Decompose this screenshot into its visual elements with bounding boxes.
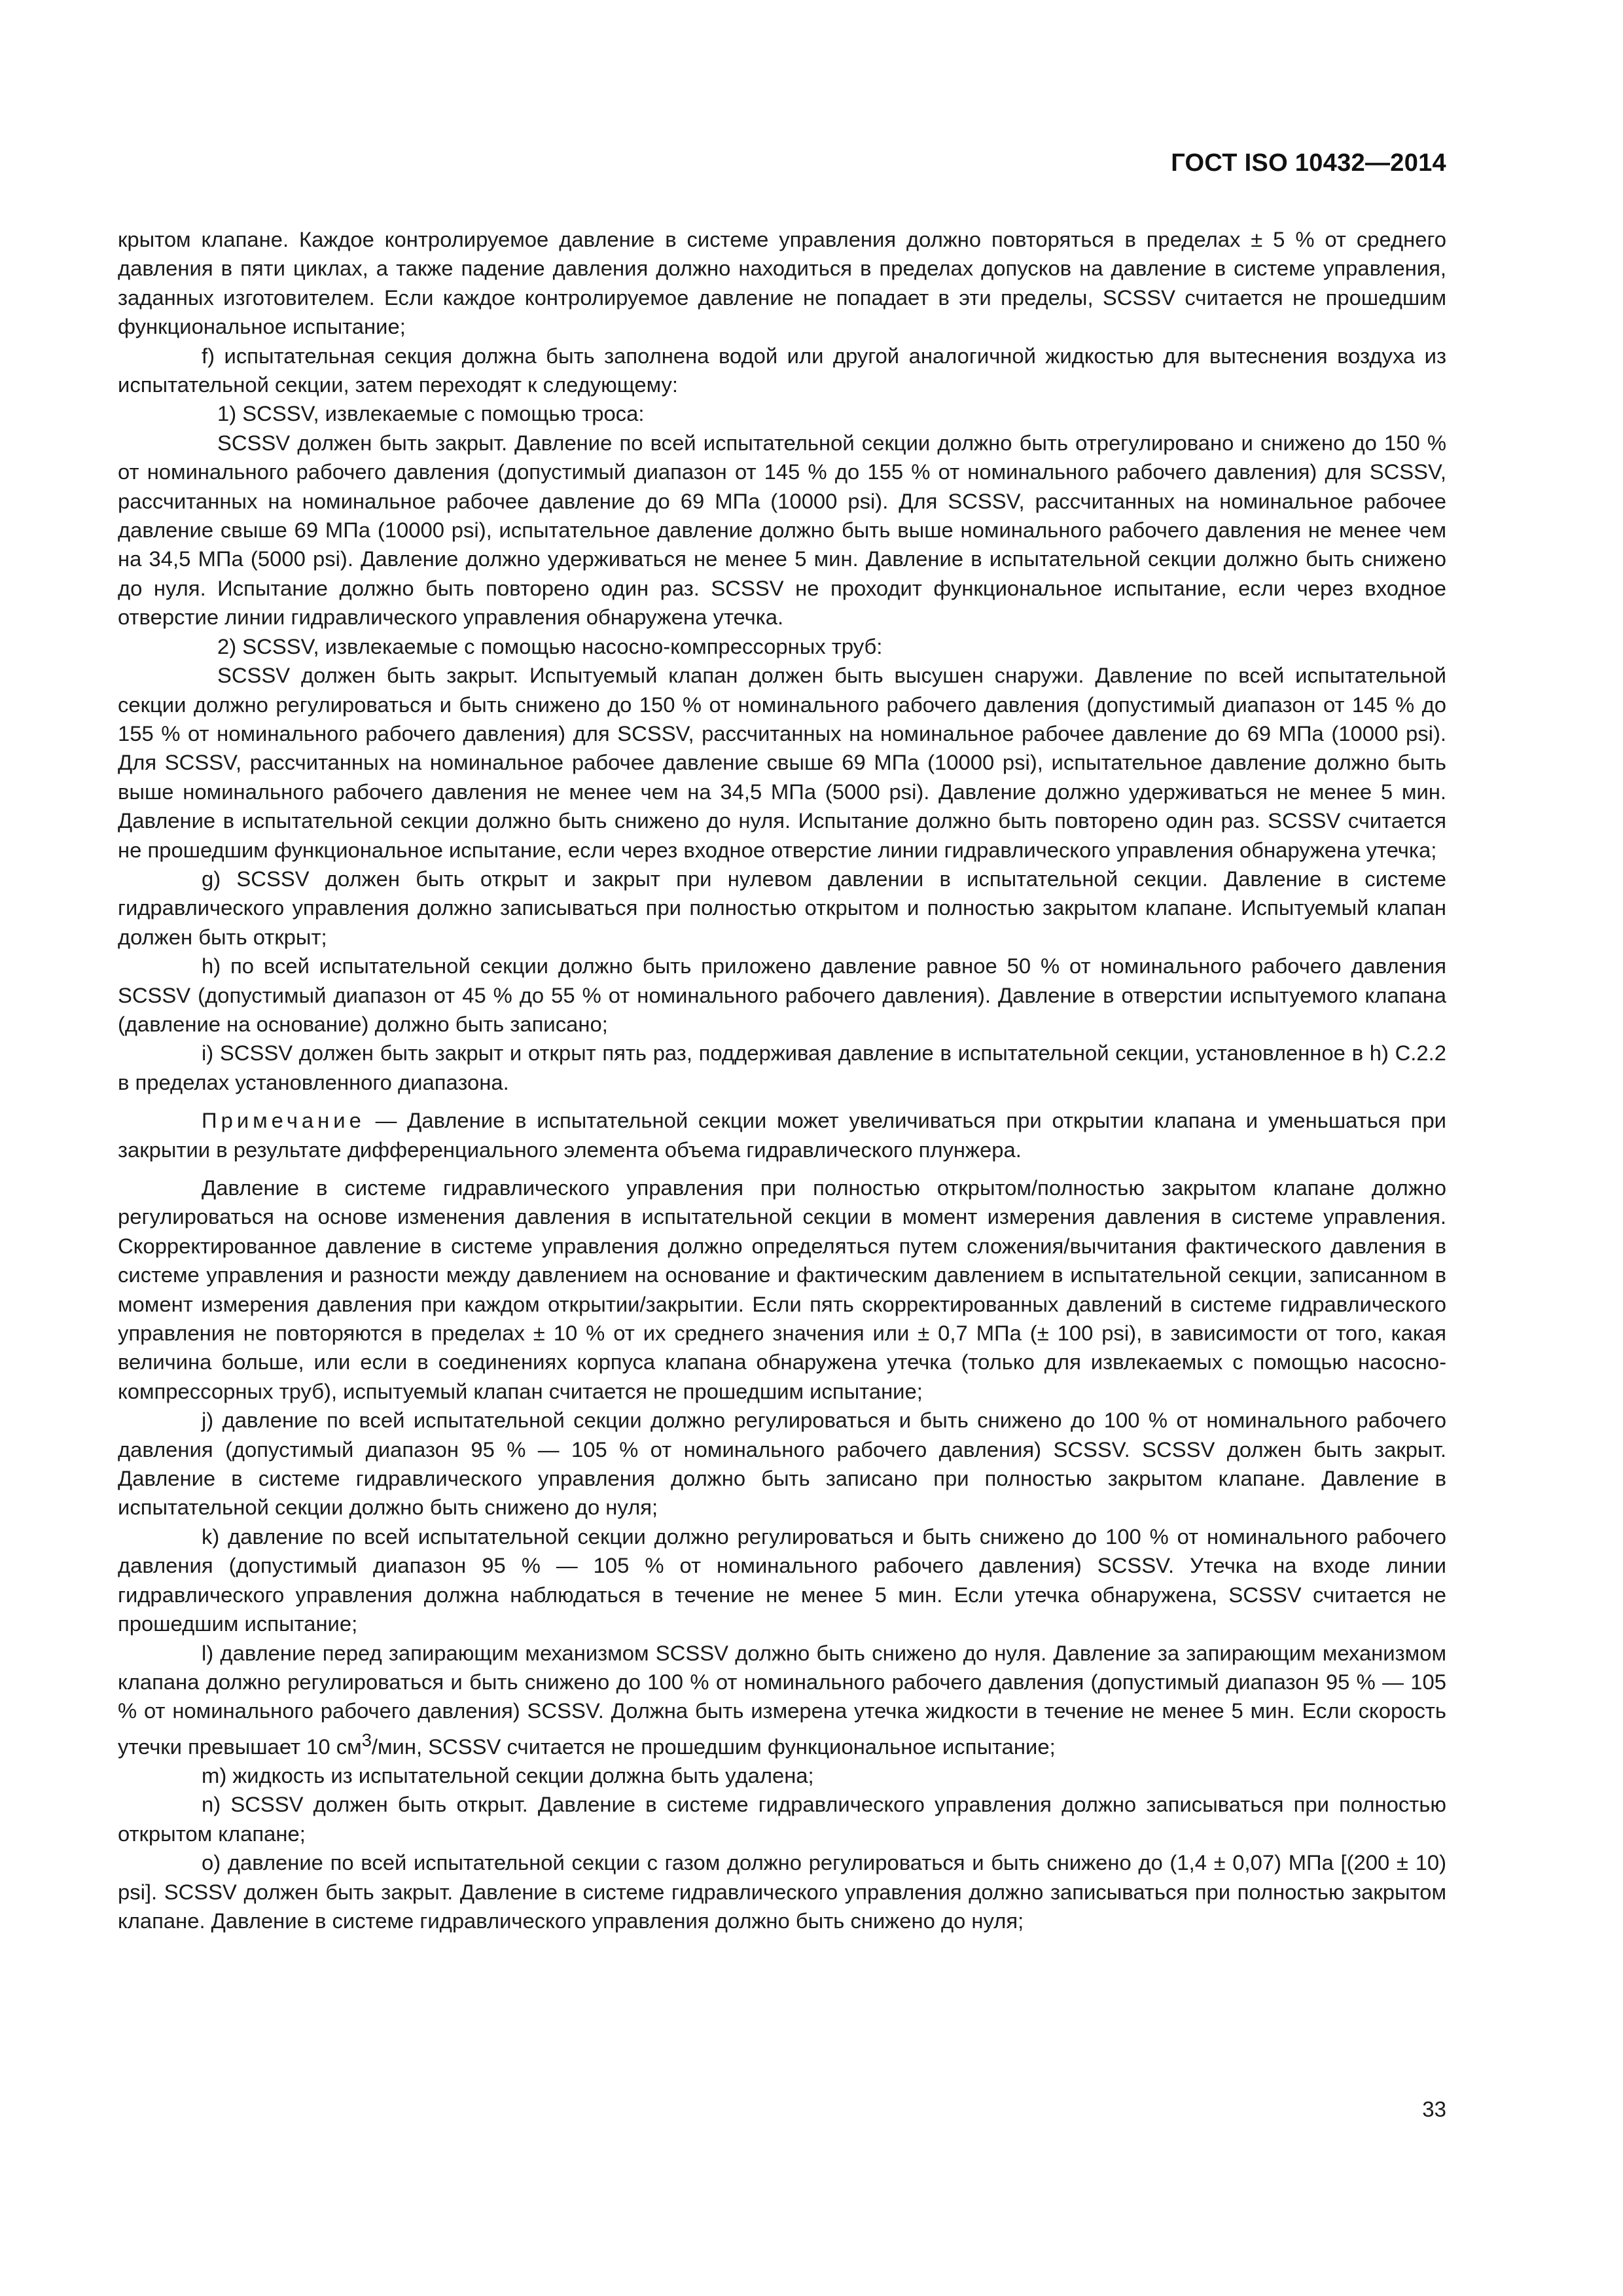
paragraph-item-l: [118, 1639, 1446, 1762]
paragraph-item-i: i) SCSSV должен быть закрыт и открыт пять раз, поддерживая давление в испытательной секции, установленное в h) С.2.2 в пределах установленного диапазона.: [118, 1041, 1446, 1094]
paragraph-item-k: k) давление по всей испытательной секции должно регулироваться и быть снижено до 100 % от номинального рабочего давления (допустимый диапазон 95 % — 105 % от номинального рабочего давления) SCSSV. Утечка на входе линии гидравлического управления должна наблюдаться в течение не менее 5 мин. Если утечка обнаружена, SCSSV считается не прошедшим испытание;: [118, 1524, 1446, 1636]
paragraph-item-h: h) по всей испытательной секции должно быть приложено давление равное 50 % от номинального рабочего давления SCSSV (допустимый диапазон от 45 % до 55 % от номинального рабочего давления). Давление в отверстии испытуемого клапана (давление на основание) должно быть записано;: [118, 954, 1446, 1036]
paragraph-item-j: j) давление по всей испытательной секции должно регулироваться и быть снижено до 100 % от номинального рабочего давления (допустимый диапазон 95 % — 105 % от номинального рабочего давления) SCSSV. SCSSV должен быть закрыт. Давление в системе гидравлического управления должно быть записано при полностью закрытом клапане. Давление в испытательной секции должно быть снижено до нуля;: [118, 1408, 1446, 1520]
note-paragraph: [118, 1106, 1446, 1164]
paragraph-item-o: o) давление по всей испытательной секции с газом должно регулироваться и быть снижено до (1,4 ± 0,07) МПа [(200 ± 10) psi]. SCSSV должен быть закрыт. Давление в системе гидравлического управления должно записываться при полностью закрытом клапане. Давление в системе гидравлического управления должно быть снижено до нуля;: [118, 1850, 1446, 1933]
paragraph-item-m: m) жидкость из испытательной секции должна быть удалена;: [202, 1763, 814, 1788]
paragraph-subitem-1: 1) SCSSV, извлекаемые с помощью троса:: [217, 401, 645, 426]
note-text: — Давление в испытательной секции может увеличиваться при открытии клапана и уменьшаться при закрытии в результате дифференциального элемента объема гидравлического плунжера.: [118, 1108, 1446, 1162]
note-label: Примечание: [202, 1108, 365, 1133]
document-header: ГОСТ ISO 10432—2014: [1171, 149, 1446, 177]
paragraph-item-l-tail: /мин, SCSSV считается не прошедшим функциональное испытание;: [371, 1734, 1056, 1759]
paragraph-pressure-correction: Давление в системе гидравлического управления при полностью открытом/полностью закрытом клапане должно регулироваться на основе изменения давления в испытательной секции в момент измерения давления в системе управления. Скорректированное давление в системе управления должно определяться путем сложения/вычитания фактического давления в системе управления и разности между давлением на основание и фактическим давлением в испытательной секции, записанном в момент измерения давления при каждом открытии/закрытии. Если пять скорректированных давлений в системе гидравлического управления не повторяются в пределах ± 10 % от их среднего значения или ± 0,7 МПа (± 100 psi), в зависимости от того, какая величина больше, или если в соединениях корпуса клапана обнаружена утечка (только для извлекаемых с помощью насосно-компрессорных труб), испытуемый клапан считается не прошедшим испытание;: [118, 1175, 1446, 1403]
paragraph-item-l-text: l) давление перед запирающим механизмом SCSSV должно быть снижено до нуля. Давление за запирающим механизмом клапана должно регулироваться и быть снижено до 100 % от номинального рабочего давления (допустимый диапазон 95 % — 105 % от номинального рабочего давления) SCSSV. Должна быть измерена утечка жидкости в течение не менее 5 мин. Если скорость утечки превышает 10 см: [118, 1640, 1446, 1759]
paragraph-subitem-2-text: SCSSV должен быть закрыт. Испытуемый клапан должен быть высушен снаружи. Давление по всей испытательной секции должно регулироваться и быть снижено до 150 % от номинального рабочего давления (допустимый диапазон от 145 % до 155 % от номинального рабочего давления) для SCSSV, рассчитанных на номинальное рабочее давление до 69 МПа (10000 psi). Для SCSSV, рассчитанных на номинальное рабочее давление свыше 69 МПа (10000 psi), испытательное давление должно быть выше номинального рабочего давления не менее чем на 34,5 МПа (5000 psi). Давление должно удерживаться не менее 5 мин. Давление в испытательной секции должно быть снижено до нуля. Испытание должно быть повторено один раз. SCSSV считается не прошедшим функциональное испытание, если через входное отверстие линии гидравлического управления обнаружена утечка;: [118, 663, 1446, 862]
paragraph-continuation: крытом клапане. Каждое контролируемое давление в системе управления должно повторяться в пределах ± 5 % от среднего давления в пяти циклах, а также падение давления должно находиться в пределах допусков на давление в системе управления, заданных изготовителем. Если каждое контролируемое давление не попадает в эти пределы, SCSSV считается не прошедшим функциональное испытание;: [118, 227, 1446, 339]
paragraph-subitem-1-text: SCSSV должен быть закрыт. Давление по всей испытательной секции должно быть отрегулировано и снижено до 150 % от номинального рабочего давления (допустимый диапазон от 145 % до 155 % от номинального рабочего давления) для SCSSV, рассчитанных на номинальное рабочее давление до 69 МПа (10000 psi). Для SCSSV, рассчитанных на номинальное рабочее давление свыше 69 МПа (10000 psi), испытательное давление должно быть выше номинального рабочего давления не менее чем на 34,5 МПа (5000 psi). Давление должно удерживаться не менее 5 мин. Давление в испытательной секции должно быть снижено до нуля. Испытание должно быть повторено один раз. SCSSV не проходит функциональное испытание, если через входное отверстие линии гидравлического управления обнаружена утечка.: [118, 430, 1446, 630]
paragraph-item-n: n) SCSSV должен быть открыт. Давление в системе гидравлического управления должно записываться при полностью открытом клапане;: [118, 1792, 1446, 1846]
document-body: [118, 225, 1446, 1935]
superscript-3: 3: [361, 1729, 372, 1750]
paragraph-item-g: g) SCSSV должен быть открыт и закрыт при нулевом давлении в испытательной секции. Давление в системе гидравлического управления должно записываться при полностью открытом и полностью закрытом клапане. Испытуемый клапан должен быть открыт;: [118, 866, 1446, 949]
page-number: 33: [1422, 2097, 1446, 2121]
paragraph-item-f: f) испытательная секция должна быть заполнена водой или другой аналогичной жидкостью для вытеснения воздуха из испытательной секции, затем переходят к следующему:: [118, 343, 1446, 397]
paragraph-subitem-2: 2) SCSSV, извлекаемые с помощью насосно-компрессорных труб:: [217, 634, 883, 658]
